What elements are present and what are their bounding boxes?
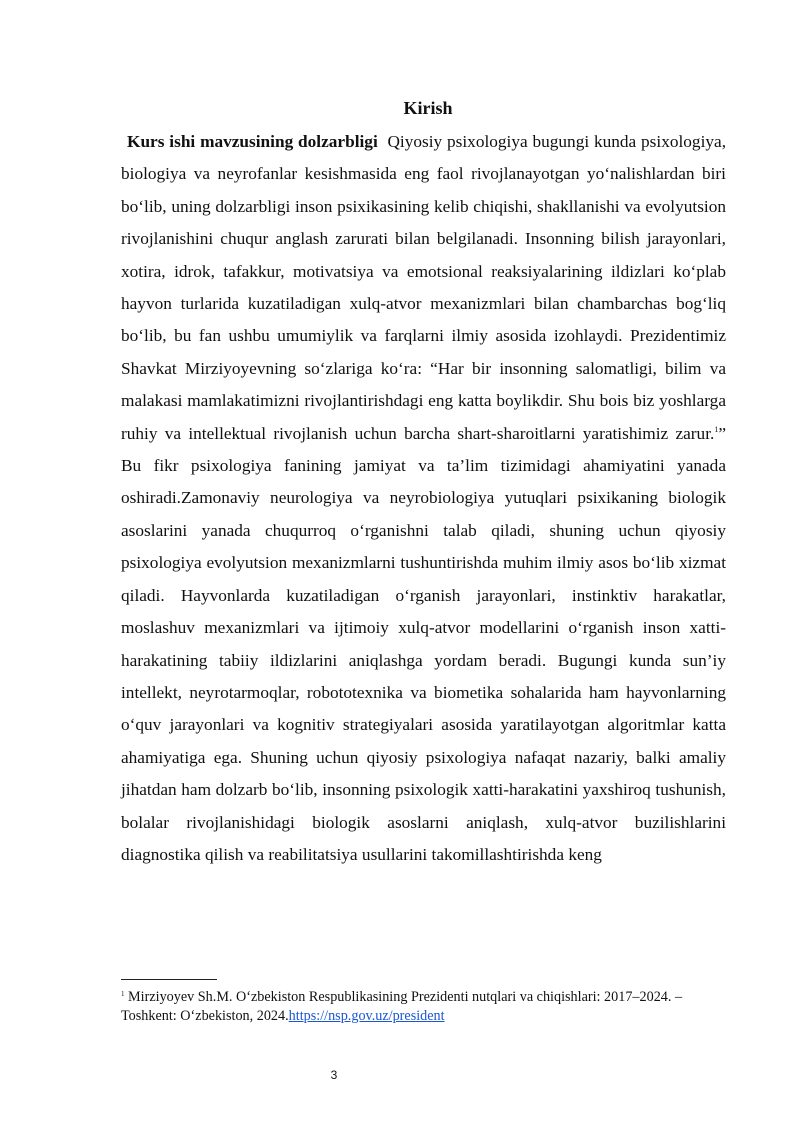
section-heading: Kirish [403,98,453,118]
paragraph-text-part-2: ” Bu fikr psixologiya fanining jamiyat va ta’lim tizimidagi ahamiyatini yanada oshiradi.Zamonaviy neurologiya va neyrobiologiya yutuqlari psixikaning biologik asoslarini yanada chuqurroq oʻrganishni talab qiladi, shuning uchun qiyosiy psixologiya evolyutsion mexanizmlarni tushuntirishda muhim ilmiy asos boʻlib xizmat qiladi. Hayvonlarda kuzatiladigan oʻrganish jarayonlari, instinktiv harakatlar, moslashuv mexanizmlari va ijtimoiy xulq-atvor modellarini oʻrganish inson xatti-harakatining tabiiy ildizlarini aniqlashga yordam beradi. Bugungi kunda sun’iy intellekt, neyrotarmoqlar, robototexnika va biometika sohalarida ham hayvonlarning oʻquv jarayonlari va kognitiv strategiyalari asosida yaratilayotgan algoritmlar katta ahamiyatiga ega. Shuning uchun qiyosiy psixologiya nafaqat nazariy, balki amaliy jihatdan ham dolzarb boʻlib, insonning psixologik xatti-harakatini yaxshiroq tushunish, bolalar rivojlanishidagi biologik asoslarni aniqlash, xulq-atvor buzilishlarini diagnostika qilish va reabilitatsiya usullarini takomillashtirishda keng [121,423,726,864]
footnote-divider [121,979,217,980]
paragraph-lead: Kurs ishi mavzusining dolzarbligi [127,132,378,151]
body-paragraph [121,126,726,871]
page-number: 3 [330,1068,338,1082]
footnote-mark: 1 [121,990,125,998]
footnote-reference[interactable]: 1 [714,424,719,434]
footnote-text: Mirziyoyev Sh.M. Oʻzbekiston Respublikasining Prezidenti nutqlari va chiqishlari: 2017–2024. – Toshkent: Oʻzbekiston, 2024. [121,989,683,1024]
footnote [121,988,726,1026]
footnote-link[interactable]: https://nsp.gov.uz/president [288,1008,445,1024]
paragraph-text-part-1: Qiyosiy psixologiya bugungi kunda psixologiya, biologiya va neyrofanlar kesishmasida eng faol rivojlanayotgan yoʻnalishlardan biri boʻlib, uning dolzarbligi inson psixikasining kelib chiqishi, shakllanishi va evolyutsion rivojlanishini chuqur anglash zarurati bilan belgilanadi. Insonning bilish jarayonlari, xotira, idrok, tafakkur, motivatsiya va emotsional reaksiyalarining ildizlari koʻplab hayvon turlarida kuzatiladigan xulq-atvor mexanizmlari bilan chambarchas bogʻliq boʻlib, bu fan ushbu umumiylik va farqlarni ilmiy asosida izohlaydi. Prezidentimiz Shavkat Mirziyoyevning soʻzlariga koʻra: “Har bir insonning salomatligi, bilim va malakasi mamlakatimizni rivojlantirishdagi eng katta boylikdir. Shu bois biz yoshlarga ruhiy va intellektual rivojlanish uchun barcha shart-sharoitlarni yaratishimiz zarur. [121,132,727,443]
